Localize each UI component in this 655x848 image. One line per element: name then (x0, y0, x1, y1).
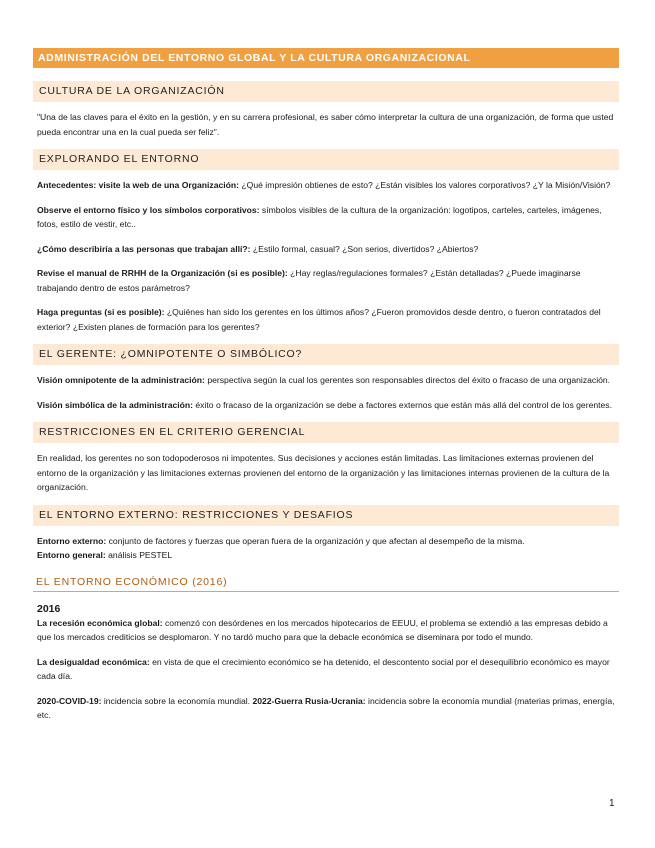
explorando-item-5: Haga preguntas (si es posible): ¿Quiénes han sido los gerentes en los últimos años? ¿Fueron promovidos desde dentro, o fueron contratados del exterior? ¿Existen planes de formación para los gerentes? (37, 307, 601, 332)
gerente-item-1: Visión omnipotente de la administración: perspectiva según la cual los gerentes son responsables directos del éxito o fracaso de una organización. (37, 375, 611, 385)
section-heading-restricciones: RESTRICCIONES EN EL CRITERIO GERENCIAL (33, 422, 619, 443)
page-number: 1 (609, 798, 615, 809)
explorando-item-1: Antecedentes: visite la web de una Organización: ¿Qué impresión obtienes de esto? ¿Están visibles los valores corporativos? ¿Y la Misión/Visión? (37, 180, 611, 190)
document-title: ADMINISTRACIÓN DEL ENTORNO GLOBAL Y LA CULTURA ORGANIZACIONAL (33, 48, 619, 68)
economico-year: 2016 (37, 602, 61, 615)
section-heading-externo: EL ENTORNO EXTERNO: RESTRICCIONES Y DESAFIOS (33, 505, 619, 526)
economico-recesion: La recesión económica global: comenzó con desórdenes en los mercados hipotecarios de EEUU, el problema se extendió a las empresas debido a que los mercados crediticios se desplomaron. Y no tardó mucho para que la debacle económica se diseminara por todo el mundo. (37, 617, 608, 642)
document-page (33, 48, 619, 733)
section-heading-economico: EL ENTORNO ECONÓMICO (2016) (33, 573, 619, 592)
gerente-item-2: Visión simbólica de la administración: éxito o fracaso de la organización se debe a factores externos que están más allá del control de los gerentes. (37, 399, 612, 410)
section-heading-explorando: EXPLORANDO EL ENTORNO (33, 149, 619, 170)
explorando-item-4: Revise el manual de RRHH de la Organización (si es posible): ¿Hay reglas/regulaciones formales? ¿Están detalladas? ¿Puede imaginarse trabajando dentro de estos parámetros? (37, 268, 581, 293)
explorando-item-3: ¿Cómo describiría a las personas que trabajan allí?: ¿Estilo formal, casual? ¿Son serios, divertidos? ¿Abiertos? (37, 243, 479, 254)
externo-items: Entorno externo: conjunto de factores y fuerzas que operan fuera de la organización y que afectan al desempeño de la misma. Entorno general: análisis PESTEL (37, 535, 525, 560)
economico-covid-guerra: 2020-COVID-19: incidencia sobre la economía mundial. 2022-Guerra Rusia-Ucrania: incidencia sobre la economía mundial (materias primas, energía, etc. (37, 695, 615, 720)
economico-desigualdad: La desigualdad económica: en vista de que el crecimiento económico se ha detenido, el descontento social por el desequilibrio económico es mayor cada día. (37, 656, 610, 681)
section-heading-cultura: CULTURA DE LA ORGANIZACIÓN (33, 81, 619, 102)
restricciones-text: En realidad, los gerentes no son todopoderosos ni impotentes. Sus decisiones y acciones están limitadas. Las limitaciones externas provienen del entorno de la organización y las limitaciones externas provienen del entorno de la organización y las limitaciones internas provienen de la cultura de la organización. (37, 453, 610, 492)
cultura-quote: "Una de las claves para el éxito en la gestión, y en su carrera profesional, es saber cómo interpretar la cultura de una organización, de forma que usted pueda encontrar una en la cual pueda ser feliz". (37, 112, 614, 137)
explorando-item-2: Observe el entorno físico y los símbolos corporativos: símbolos visibles de la cultura de la organización: logotipos, carteles, carteles, imágenes, fotos, estilo de vestir, etc.. (37, 204, 602, 229)
section-heading-gerente: EL GERENTE: ¿OMNIPOTENTE O SIMBÓLICO? (33, 344, 619, 365)
